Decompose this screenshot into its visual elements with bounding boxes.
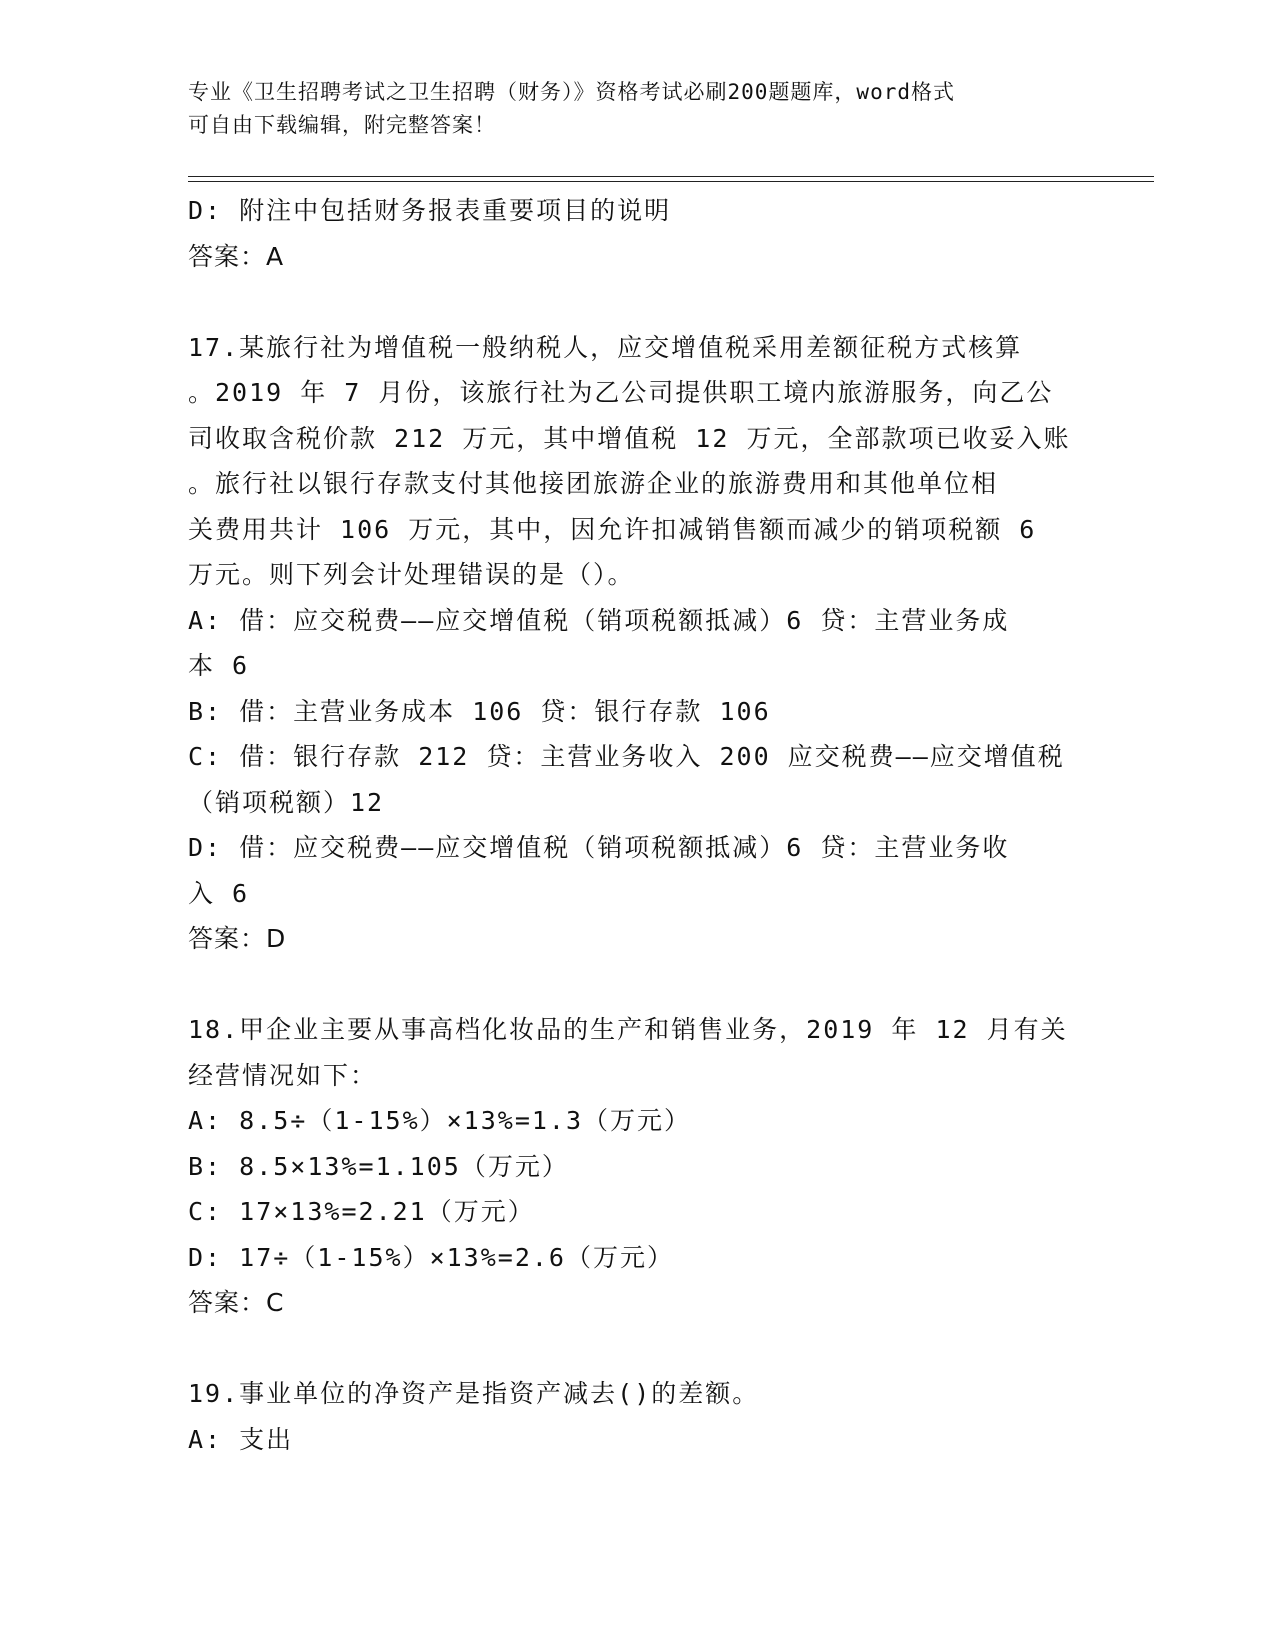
q17-stem-line: 。2019 年 7 月份，该旅行社为乙公司提供职工境内旅游服务，向乙公 xyxy=(188,378,1054,407)
q18-option-b: B: 8.5×13%=1.105（万元） xyxy=(188,1151,569,1181)
q17-answer: 答案：D xyxy=(188,924,287,953)
header-title-line-2: 可自由下载编辑，附完整答案！ xyxy=(188,113,496,137)
spacer xyxy=(188,279,1088,325)
question-19 xyxy=(188,1371,1088,1462)
q17-option-d: D: 借：应交税费——应交增值税（销项税额抵减）6 贷：主营业务收 xyxy=(188,833,1010,862)
q17-stem-line: 。旅行社以银行存款支付其他接团旅游企业的旅游费用和其他单位相 xyxy=(188,469,999,498)
q17-option-a: A: 借：应交税费——应交增值税（销项税额抵减）6 贷：主营业务成 xyxy=(188,605,1010,635)
q17-stem-line: 17.某旅行社为增值税一般纳税人，应交增值税采用差额征税方式核算 xyxy=(188,332,1023,362)
header-divider-bottom xyxy=(188,181,1154,182)
prev-answer: 答案：A xyxy=(188,241,285,271)
q19-stem: 19.事业单位的净资产是指资产减去()的差额。 xyxy=(188,1379,760,1408)
q17-option-c: C: 借：银行存款 212 贷：主营业务收入 200 应交税费——应交增值税 xyxy=(188,742,1065,771)
header-divider-top xyxy=(188,176,1154,177)
page-header xyxy=(188,76,1068,142)
q17-option-b: B: 借：主营业务成本 106 贷：银行存款 106 xyxy=(188,696,771,726)
spacer xyxy=(188,1326,1088,1372)
prev-option-d: D: 附注中包括财务报表重要项目的说明 xyxy=(188,196,672,225)
document-body xyxy=(188,188,1088,1462)
spacer xyxy=(188,962,1088,1008)
question-17 xyxy=(188,325,1088,962)
header-title-line-1: 专业《卫生招聘考试之卫生招聘（财务）》资格考试必刷200题题库，word格式 xyxy=(188,80,955,104)
q18-answer: 答案：C xyxy=(188,1288,285,1317)
q18-stem-line: 经营情况如下： xyxy=(188,1060,378,1090)
question-18 xyxy=(188,1007,1088,1326)
q17-option-d-cont: 入 6 xyxy=(188,878,250,908)
q19-option-a: A: 支出 xyxy=(188,1424,294,1454)
q17-stem-line: 万元。则下列会计处理错误的是（）。 xyxy=(188,560,635,589)
q17-option-c-cont: （销项税额）12 xyxy=(188,787,385,817)
q17-stem-line: 司收取含税价款 212 万元，其中增值税 12 万元，全部款项已收妥入账 xyxy=(188,423,1071,453)
q17-stem-line: 关费用共计 106 万元，其中，因允许扣减销售额而减少的销项税额 6 xyxy=(188,514,1037,544)
q17-option-a-cont: 本 6 xyxy=(188,651,250,680)
q18-stem-line: 18.甲企业主要从事高档化妆品的生产和销售业务，2019 年 12 月有关 xyxy=(188,1015,1068,1044)
q18-option-c: C: 17×13%=2.21（万元） xyxy=(188,1197,535,1226)
q18-option-d: D: 17÷（1-15%）×13%=2.6（万元） xyxy=(188,1242,674,1272)
q18-option-a: A: 8.5÷（1-15%）×13%=1.3（万元） xyxy=(188,1106,692,1135)
